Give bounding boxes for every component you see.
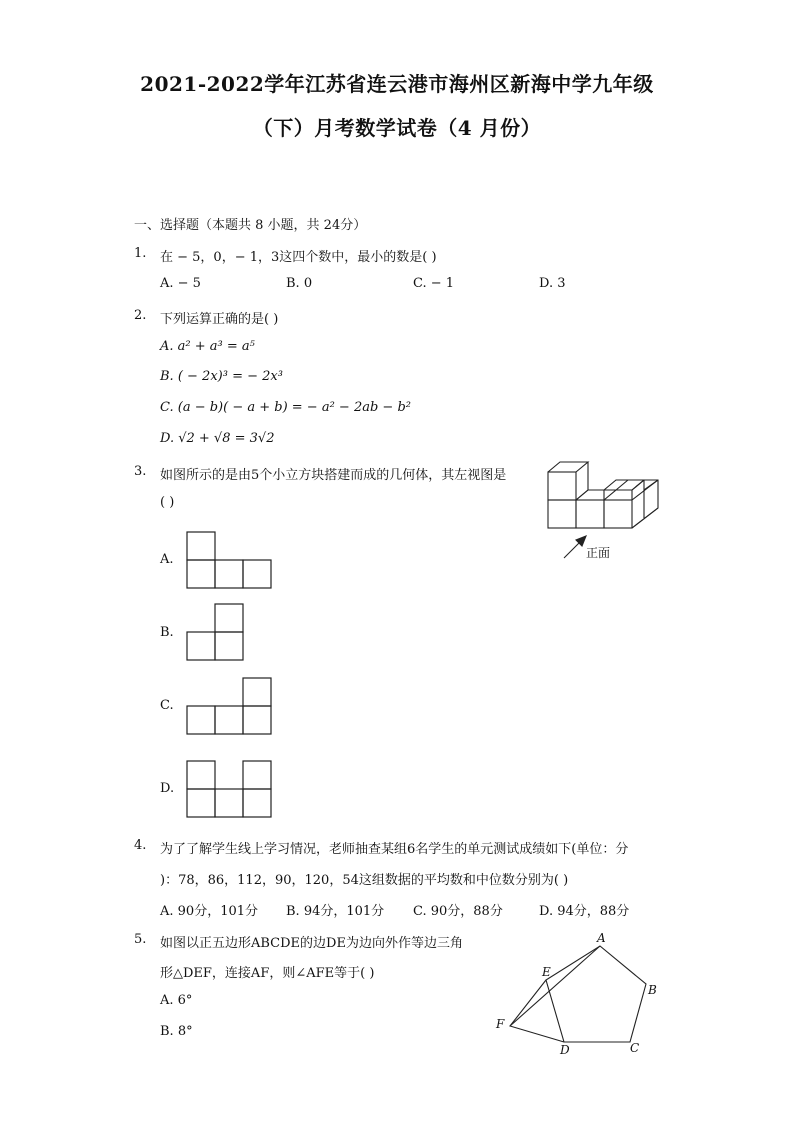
q3-option-d-figure[interactable] [186, 760, 274, 818]
q3-stem-cont: ( ) [160, 495, 175, 510]
q3-option-d[interactable]: D. [160, 781, 175, 796]
q1-option-b[interactable]: B. 0 [286, 276, 313, 291]
q2-option-c[interactable]: C. (a − b)( − a + b) = − a² − 2ab − b² [160, 400, 411, 415]
q5-pentagon-figure [490, 930, 670, 1060]
q1-stem: 在 − 5，0，− 1，3这四个数中，最小的数是( ) [160, 250, 437, 265]
section-heading: 一、选择题（本题共 8 小题，共 24分） [134, 218, 367, 233]
q3-number: 3. [134, 464, 147, 479]
q2-option-d[interactable]: D. √2 + √8 = 3√2 [160, 431, 275, 446]
q5-stem-cont: 形△DEF，连接AF，则∠AFE等于( ) [160, 966, 375, 981]
paper-title-line2: （下）月考数学试卷（4 月份） [252, 116, 542, 140]
q3-option-c-figure[interactable] [186, 677, 274, 735]
q5-point-f: F [496, 1017, 505, 1031]
q4-stem: 为了了解学生线上学习情况，老师抽查某组6名学生的单元测试成绩如下(单位：分 [160, 842, 629, 857]
q5-stem: 如图以正五边形ABCDE的边DE为边向外作等边三角 [160, 936, 463, 951]
q5-point-d: D [560, 1043, 570, 1057]
q4-option-d[interactable]: D. 94分，88分 [539, 904, 630, 919]
q4-stem-cont: )：78，86，112，90，120，54这组数据的平均数和中位数分别为( ) [160, 873, 569, 888]
q4-option-c[interactable]: C. 90分，88分 [413, 904, 503, 919]
q4-number: 4. [134, 838, 147, 853]
q5-option-b[interactable]: B. 8° [160, 1024, 193, 1039]
q5-point-b: B [648, 983, 657, 997]
q5-option-a[interactable]: A. 6° [160, 993, 193, 1008]
q1-option-c[interactable]: C. − 1 [413, 276, 455, 291]
q2-number: 2. [134, 308, 147, 323]
q3-solid-figure [540, 460, 665, 560]
q4-option-a[interactable]: A. 90分，101分 [160, 904, 259, 919]
q1-option-d[interactable]: D. 3 [539, 276, 566, 291]
q3-option-a-figure[interactable] [186, 531, 274, 589]
q3-option-c[interactable]: C. [160, 698, 174, 713]
q3-stem: 如图所示的是由5个小立方块搭建而成的几何体，其左视图是 [160, 468, 507, 483]
q5-point-c: C [630, 1041, 640, 1055]
q3-option-a[interactable]: A. [160, 552, 174, 567]
q5-number: 5. [134, 932, 147, 947]
q3-option-b[interactable]: B. [160, 625, 174, 640]
q1-option-a[interactable]: A. − 5 [160, 276, 201, 291]
paper-title-line1: 2021-2022学年江苏省连云港市海州区新海中学九年级 [140, 72, 654, 96]
q1-number: 1. [134, 246, 147, 261]
q5-point-e: E [542, 965, 551, 979]
q5-point-a: A [597, 931, 606, 945]
q2-stem: 下列运算正确的是( ) [160, 312, 279, 327]
q2-option-a[interactable]: A. a² + a³ = a⁵ [160, 339, 255, 354]
q4-option-b[interactable]: B. 94分，101分 [286, 904, 385, 919]
q3-front-label: 正面 [586, 546, 611, 560]
q2-option-b[interactable]: B. ( − 2x)³ = − 2x³ [160, 369, 283, 384]
q3-option-b-figure[interactable] [186, 603, 246, 661]
